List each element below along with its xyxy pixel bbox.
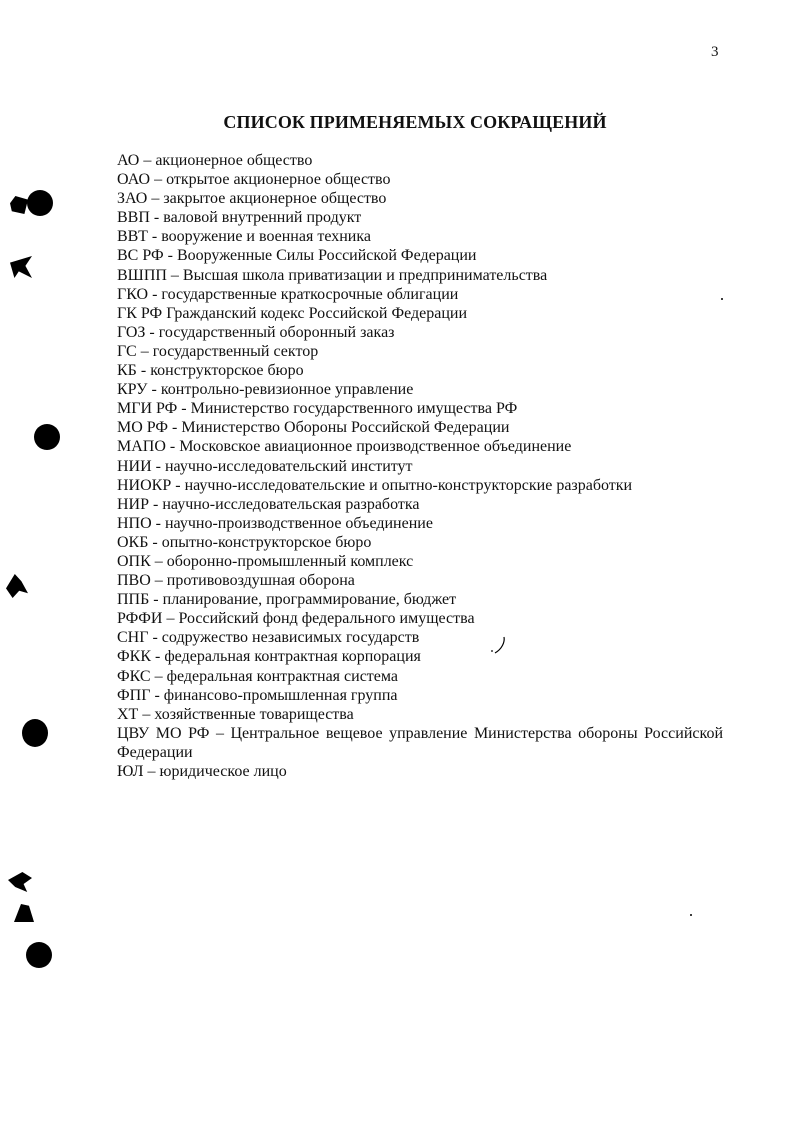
list-item: АО – акционерное общество <box>117 152 313 169</box>
scan-speck <box>721 298 723 300</box>
abbreviation-list <box>117 151 723 781</box>
list-item: ЮЛ – юридическое лицо <box>117 763 287 780</box>
list-item: ХТ – хозяйственные товарищества <box>117 705 354 723</box>
punch-hole <box>27 190 53 216</box>
list-item: ЦВУ МО РФ – Центральное вещевое управление Министерства обороны Российской Федерации <box>117 724 723 761</box>
list-item: МО РФ - Министерство Обороны Российской Федерации <box>117 419 510 437</box>
list-item: ОПК – оборонно-промышленный комплекс <box>117 552 414 570</box>
list-item: НИР - научно-исследовательская разработка <box>117 495 420 513</box>
list-item: ГОЗ - государственный оборонный заказ <box>117 323 395 341</box>
list-item: ВШПП – Высшая школа приватизации и предпринимательства <box>117 266 548 284</box>
list-item: СНГ - содружество независимых государств <box>117 629 420 647</box>
list-item: НИОКР - научно-исследовательские и опытно-конструкторские разработки <box>117 476 633 494</box>
list-item: ГК РФ Гражданский кодекс Российской Федерации <box>117 304 468 322</box>
list-item: ВВП - валовой внутренний продукт <box>117 209 362 227</box>
list-item: ФКК - федеральная контрактная корпорация <box>117 648 421 666</box>
list-item: МГИ РФ - Министерство государственного имущества РФ <box>117 400 518 418</box>
list-item: КБ - конструкторское бюро <box>117 362 304 380</box>
list-item: ОКБ - опытно-конструкторское бюро <box>117 533 372 551</box>
list-item: РФФИ – Российский фонд федерального имущества <box>117 610 475 628</box>
list-item: ГКО - государственные краткосрочные облигации <box>117 285 459 303</box>
list-item: МАПО - Московское авиационное производственное объединение <box>117 438 572 456</box>
page-title: СПИСОК ПРИМЕНЯЕМЫХ СОКРАЩЕНИЙ <box>223 112 607 132</box>
scan-blot <box>6 574 28 598</box>
scan-blot <box>10 196 28 214</box>
scan-blot <box>10 256 32 278</box>
punch-hole <box>22 719 48 747</box>
punch-hole <box>34 424 60 450</box>
punch-hole <box>26 942 52 968</box>
list-item: ОАО – открытое акционерное общество <box>117 171 391 189</box>
list-item: ВВТ - вооружение и военная техника <box>117 228 371 246</box>
list-item: ППБ - планирование, программирование, бюджет <box>117 591 457 609</box>
list-item: НПО - научно-производственное объединение <box>117 514 433 532</box>
list-item: НИИ - научно-исследовательский институт <box>117 457 413 475</box>
list-item: ВС РФ - Вооруженные Силы Российской Федерации <box>117 247 477 265</box>
list-item: ФКС – федеральная контрактная система <box>117 667 398 685</box>
page-number: 3 <box>711 44 719 60</box>
pencil-mark <box>490 636 508 656</box>
scan-blot <box>8 872 32 892</box>
scan-blot <box>14 904 34 922</box>
scan-speck <box>690 914 692 916</box>
list-item: ПВО – противовоздушная оборона <box>117 572 355 590</box>
list-item: ЗАО – закрытое акционерное общество <box>117 190 387 208</box>
list-item: КРУ - контрольно-ревизионное управление <box>117 381 414 399</box>
list-item: ГС – государственный сектор <box>117 342 319 360</box>
list-item: ФПГ - финансово-промышленная группа <box>117 686 398 704</box>
